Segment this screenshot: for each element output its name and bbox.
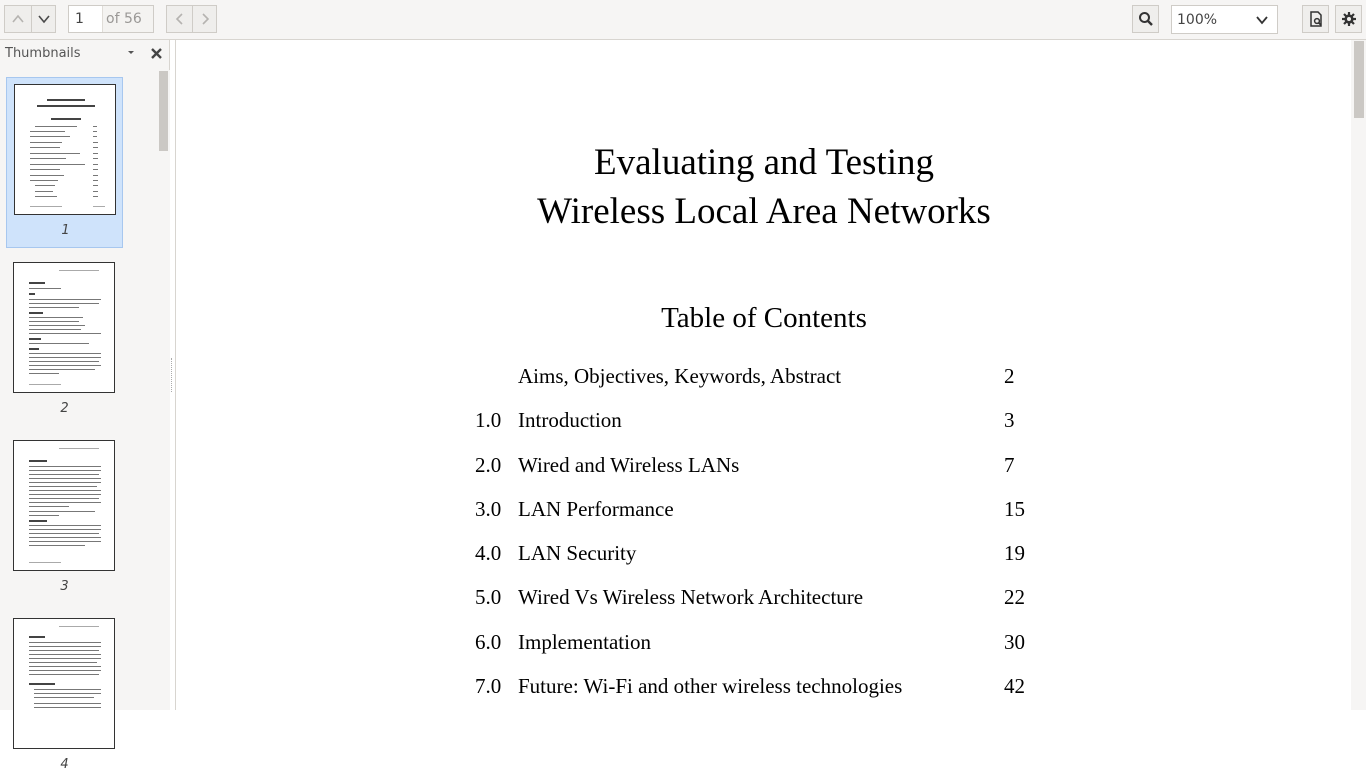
chevron-down-icon bbox=[1255, 13, 1269, 27]
thumbnail-label: 2 bbox=[60, 401, 69, 416]
toc-entry-title: Implementation bbox=[518, 630, 651, 654]
history-forward-button[interactable] bbox=[192, 5, 217, 33]
toc-entry-number: 5.0 bbox=[475, 585, 502, 609]
sidebar-title: Thumbnails bbox=[5, 46, 81, 61]
toc-entry[interactable] bbox=[176, 364, 1352, 394]
toc-entry[interactable] bbox=[176, 453, 1352, 483]
chevron-up-icon bbox=[11, 12, 25, 26]
document-properties-icon bbox=[1308, 11, 1324, 27]
zoom-select[interactable] bbox=[1171, 5, 1278, 34]
document-title-line2: Wireless Local Area Networks bbox=[537, 191, 991, 232]
document-scrollbar[interactable] bbox=[1351, 40, 1366, 710]
toc-entry-number: 7.0 bbox=[475, 674, 502, 698]
chevron-down-icon bbox=[37, 12, 51, 26]
toc-entry-page: 7 bbox=[1004, 453, 1015, 477]
thumbnail-page-2[interactable] bbox=[6, 256, 123, 427]
thumbnail-list bbox=[0, 70, 157, 772]
toc-entry[interactable] bbox=[176, 630, 1352, 660]
document-scrollbar-thumb[interactable] bbox=[1354, 41, 1364, 118]
toc-entry[interactable] bbox=[176, 585, 1352, 615]
sidebar bbox=[0, 40, 170, 772]
toc-entry-title: LAN Performance bbox=[518, 497, 674, 521]
toc-entry-page: 2 bbox=[1004, 364, 1015, 388]
toc-entry-number: 3.0 bbox=[475, 497, 502, 521]
history-back-button[interactable] bbox=[166, 5, 193, 33]
toc-entry[interactable] bbox=[176, 674, 1352, 704]
sidebar-menu-dropdown-icon[interactable] bbox=[125, 49, 137, 57]
thumbnail-image bbox=[14, 84, 116, 215]
page-number-input[interactable] bbox=[69, 6, 103, 32]
thumbnail-label: 3 bbox=[60, 579, 69, 594]
document-title-line1: Evaluating and Testing bbox=[594, 142, 934, 183]
thumbnail-label: 1 bbox=[61, 223, 70, 238]
next-page-button[interactable] bbox=[31, 5, 56, 33]
settings-button[interactable] bbox=[1335, 5, 1362, 33]
thumbnail-image bbox=[13, 262, 115, 393]
close-icon[interactable] bbox=[150, 47, 163, 60]
page-number-box bbox=[68, 5, 154, 33]
toc-entry-number: 6.0 bbox=[475, 630, 502, 654]
toc-entry-page: 19 bbox=[1004, 541, 1025, 565]
toc-entry-page: 42 bbox=[1004, 674, 1025, 698]
thumbnail-page-1[interactable] bbox=[6, 77, 123, 248]
toc-entry-page: 22 bbox=[1004, 585, 1025, 609]
toc-entry-number: 4.0 bbox=[475, 541, 502, 565]
toc-entry-number: 2.0 bbox=[475, 453, 502, 477]
gear-icon bbox=[1341, 11, 1357, 27]
sidebar-resize-handle[interactable] bbox=[171, 358, 174, 392]
document-properties-button[interactable] bbox=[1302, 5, 1329, 33]
thumbnail-image bbox=[13, 440, 115, 571]
previous-page-button[interactable] bbox=[4, 5, 32, 33]
sidebar-header bbox=[0, 40, 170, 70]
zoom-value: 100% bbox=[1177, 11, 1218, 28]
toc-entry-page: 3 bbox=[1004, 408, 1015, 432]
toc-entry-title: Introduction bbox=[518, 408, 622, 432]
chevron-left-icon bbox=[173, 12, 187, 26]
page-total-label: of 56 bbox=[106, 11, 142, 27]
toolbar bbox=[0, 0, 1366, 40]
thumbnail-page-3[interactable] bbox=[6, 434, 123, 605]
toc-entry-title: Aims, Objectives, Keywords, Abstract bbox=[518, 364, 842, 388]
chevron-right-icon bbox=[198, 12, 212, 26]
thumbnail-label: 4 bbox=[60, 757, 69, 772]
search-button[interactable] bbox=[1132, 5, 1159, 33]
toc-entry[interactable] bbox=[176, 541, 1352, 571]
toc-entry-page: 30 bbox=[1004, 630, 1025, 654]
toc-entry-title: LAN Security bbox=[518, 541, 637, 565]
toc-entry-number: 1.0 bbox=[475, 408, 502, 432]
thumbnail-page-4[interactable] bbox=[6, 612, 123, 783]
toc-entry-page: 15 bbox=[1004, 497, 1025, 521]
document-view bbox=[175, 40, 1366, 710]
toc-heading: Table of Contents bbox=[661, 302, 867, 334]
toc-entry-title: Wired and Wireless LANs bbox=[518, 453, 740, 477]
toc-entry[interactable] bbox=[176, 497, 1352, 527]
toc-entry-title: Future: Wi-Fi and other wireless technologies bbox=[518, 674, 903, 698]
sidebar-scrollbar[interactable] bbox=[157, 70, 170, 710]
search-icon bbox=[1138, 11, 1154, 27]
toc-entry[interactable] bbox=[176, 408, 1352, 438]
thumbnail-image bbox=[13, 618, 115, 749]
sidebar-scrollbar-thumb[interactable] bbox=[159, 71, 168, 151]
toc-entry-title: Wired Vs Wireless Network Architecture bbox=[518, 585, 864, 609]
